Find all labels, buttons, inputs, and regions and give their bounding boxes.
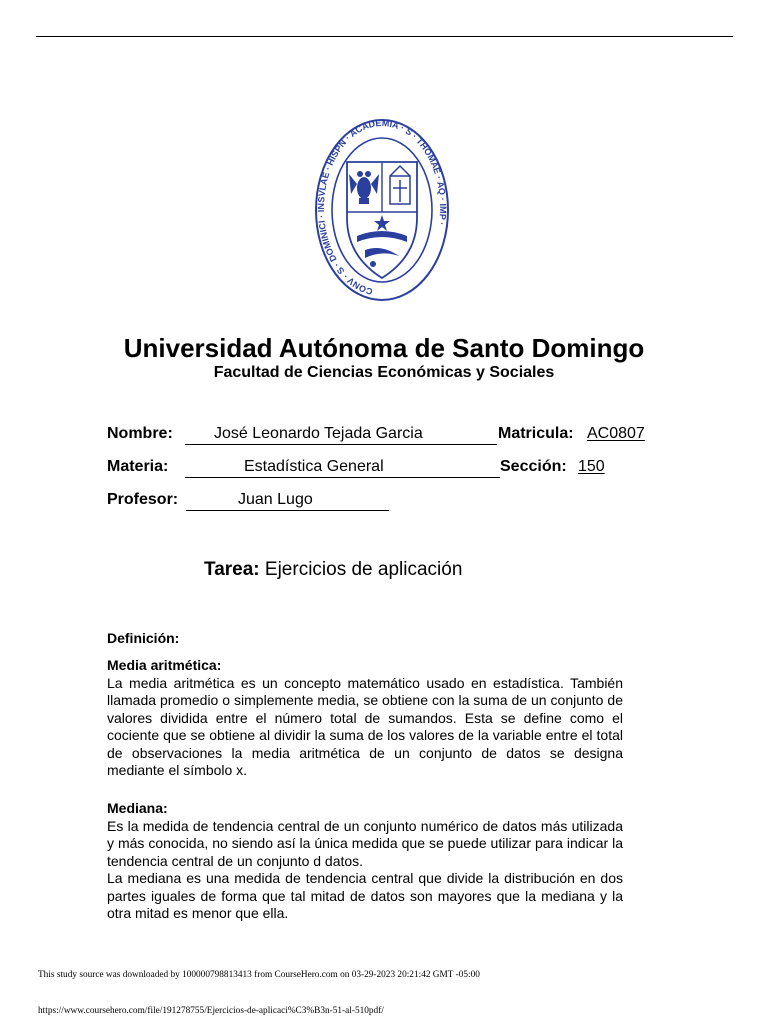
mediana-paragraph-2: La mediana es una medida de tendencia central que divide la distribución en dos partes iguales de forma que tal mitad de datos son mayores que la mediana y la otra mitad es menor que ella.	[107, 870, 623, 921]
top-divider	[36, 36, 733, 37]
seccion-label: Sección:	[500, 458, 567, 475]
materia-value: Estadística General	[244, 458, 384, 475]
tarea-value: Ejercicios de aplicación	[264, 559, 463, 580]
seccion-value: 150	[578, 458, 605, 475]
mediana-section	[107, 800, 623, 923]
nombre-label: Nombre:	[107, 425, 173, 442]
source-url[interactable]: https://www.coursehero.com/file/191278755/Ejercicios-de-aplicaci%C3%B3n-51-al-510pdf/	[38, 1006, 384, 1016]
nombre-value: José Leonardo Tejada Garcia	[214, 425, 423, 442]
tarea-line	[204, 558, 462, 582]
media-paragraph: La media aritmética es un concepto matemático usado en estadística. También llamada promedio o simplemente media, se obtiene con la suma de un conjunto de valores dividida entre el número total de sumandos. Esta se define como el cociente que se obtiene al dividir la suma de los valores de la variable entre el total de observaciones la media aritmética de un conjunto de datos se designa mediante el símbolo x.	[107, 674, 623, 778]
media-heading: Media aritmética:	[107, 657, 222, 673]
media-section	[107, 657, 623, 780]
faculty-name: Facultad de Ciencias Económicas y Sociales	[213, 364, 555, 381]
tarea-label: Tarea:	[204, 559, 260, 580]
university-name: Universidad Autónoma de Santo Domingo	[123, 333, 645, 363]
download-note: This study source was downloaded by 100000798813413 from CourseHero.com on 03-29-2023 20:21:42 GMT -05:00	[38, 970, 480, 980]
matricula-value: AC0807	[587, 425, 645, 442]
mediana-paragraph-1: Es la medida de tendencia central de un conjunto numérico de datos más utilizada y más conocida, no siendo así la única medida que se puede utilizar para indicar la tendencia central de un conjunto d datos.	[107, 817, 623, 869]
profesor-label: Profesor:	[107, 491, 179, 508]
seal-motto: CONV · S · DOMINICI · INSVLAE · HISPN · ACADEMIA · S · THOMAE · AQ · IMP ·	[315, 118, 449, 297]
definicion-heading-text: Definición:	[107, 630, 180, 646]
definicion-heading	[107, 630, 623, 648]
mediana-heading: Mediana:	[107, 800, 168, 816]
profesor-value: Juan Lugo	[238, 491, 313, 508]
university-seal-icon	[315, 118, 449, 302]
materia-label: Materia:	[107, 458, 169, 475]
matricula-label: Matricula:	[498, 425, 574, 442]
